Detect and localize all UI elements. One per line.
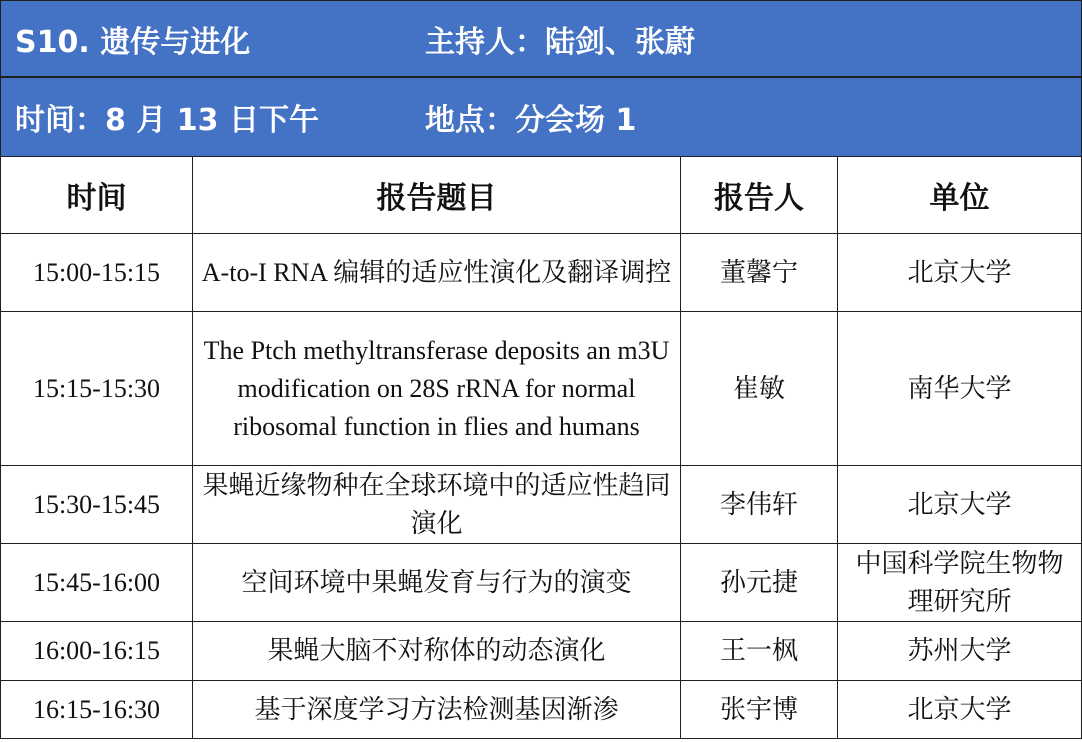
cell-speaker: 崔敏: [681, 312, 838, 466]
cell-affiliation: 北京大学: [838, 234, 1082, 312]
cell-title: The Ptch methyltransferase deposits an m3U modification on 28S rRNA for normal ribosomal function in flies and humans: [193, 312, 681, 466]
column-header-speaker: 报告人: [681, 157, 838, 234]
session-header-bar: [0, 0, 1082, 78]
cell-title: A-to-I RNA 编辑的适应性演化及翻译调控: [193, 234, 681, 312]
cell-affiliation: 北京大学: [838, 681, 1082, 739]
cell-time: 16:15-16:30: [1, 681, 193, 739]
cell-time: 15:00-15:15: [1, 234, 193, 312]
session-location: 地点：分会场 1: [425, 103, 637, 138]
session-hosts: 主持人：陆剑、张蔚: [425, 25, 695, 60]
cell-time: 15:30-15:45: [1, 466, 193, 544]
table-row: [1, 466, 1082, 544]
cell-speaker: 孙元捷: [681, 544, 838, 622]
cell-speaker: 王一枫: [681, 622, 838, 681]
cell-title: 果蝇大脑不对称体的动态演化: [193, 622, 681, 681]
column-header-title: 报告题目: [193, 157, 681, 234]
table-header-row: [1, 157, 1082, 234]
cell-title: 基于深度学习方法检测基因渐渗: [193, 681, 681, 739]
cell-speaker: 董馨宁: [681, 234, 838, 312]
cell-time: 16:00-16:15: [1, 622, 193, 681]
cell-affiliation: 北京大学: [838, 466, 1082, 544]
cell-affiliation: 苏州大学: [838, 622, 1082, 681]
cell-speaker: 李伟轩: [681, 466, 838, 544]
table-row: [1, 681, 1082, 739]
cell-title: 空间环境中果蝇发育与行为的演变: [193, 544, 681, 622]
column-header-affiliation: 单位: [838, 157, 1082, 234]
cell-time: 15:45-16:00: [1, 544, 193, 622]
table-row: [1, 544, 1082, 622]
cell-time: 15:15-15:30: [1, 312, 193, 466]
cell-affiliation: 中国科学院生物物理研究所: [838, 544, 1082, 622]
column-header-time: 时间: [1, 157, 193, 234]
cell-title: 果蝇近缘物种在全球环境中的适应性趋同演化: [193, 466, 681, 544]
table-row: [1, 312, 1082, 466]
cell-affiliation: 南华大学: [838, 312, 1082, 466]
cell-speaker: 张宇博: [681, 681, 838, 739]
schedule-table: [0, 156, 1082, 739]
session-time: 时间：8 月 13 日下午: [15, 103, 319, 138]
session-title: S10. 遗传与进化: [15, 25, 251, 60]
session-info-bar: [0, 76, 1082, 157]
table-row: [1, 622, 1082, 681]
table-row: [1, 234, 1082, 312]
